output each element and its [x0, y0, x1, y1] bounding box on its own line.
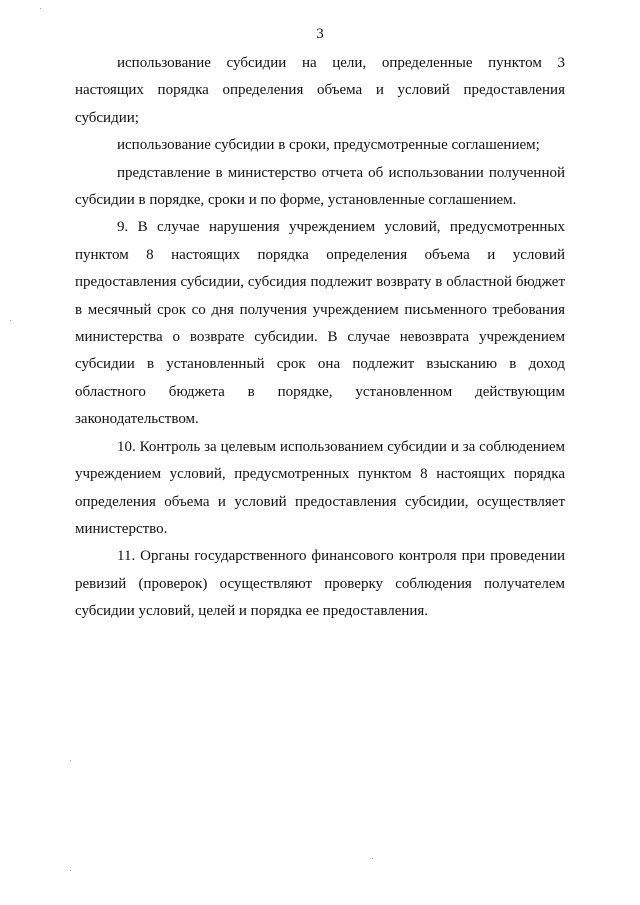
paragraph-item-10: 10. Контроль за целевым использованием субсидии и за соблюдением учреждением условий, предусмотренных пунктом 8 настоящих порядка определения объема и условий предоставления субсидии, осуществляет министерство. [75, 438, 565, 537]
scan-speck [10, 320, 11, 321]
paragraph-subsidy-use-purpose: использование субсидии на цели, определенные пунктом 3 настоящих порядка определения объема и условий предоставления субсидии; [75, 55, 565, 126]
page-number: 3 [316, 26, 324, 42]
scan-speck [70, 870, 71, 871]
paragraph-item-11: 11. Органы государственного финансового контроля при проведении ревизий (проверок) осуществляют проверку соблюдения получателем субсидии условий, целей и порядка ее предоставления. [75, 548, 565, 620]
scan-speck [70, 760, 71, 761]
paragraph-item-9: 9. В случае нарушения учреждением условий, предусмотренных пунктом 8 настоящих порядка определения объема и условий предоставления субсидии, субсидия подлежит возврату в областной бюджет в месячный срок со дня получения учреждением письменного требования министерства о возврате субсидии. В случае невозврата учреждением субсидии в установленный срок она подлежит взысканию в доход областного бюджета в порядке, установленном действующим законодательством. [75, 219, 565, 428]
paragraph-report-submission: представление в министерство отчета об использовании полученной субсидии в порядке, сроки и по форме, установленные соглашением. [75, 164, 565, 209]
paragraph-subsidy-use-terms: использование субсидии в сроки, предусмотренные соглашением; [117, 137, 540, 154]
scan-speck [372, 858, 373, 859]
scan-speck [40, 8, 41, 9]
document-body [75, 50, 565, 626]
